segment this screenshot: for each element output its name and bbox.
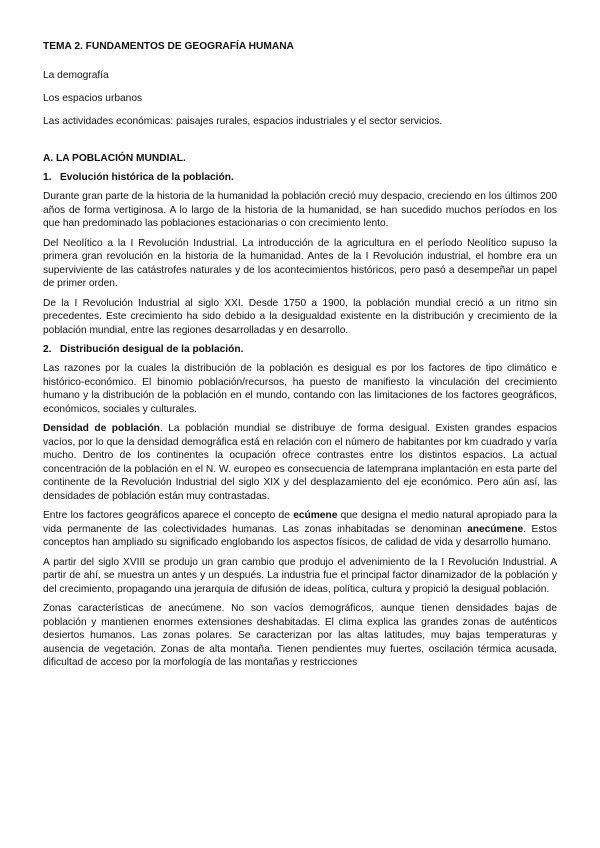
paragraph-text: que designa el medio natural apropiado para la vida permanente de las colectividades humanas. Las zonas inhabitadas se denominan — [43, 510, 557, 535]
document-title: TEMA 2. FUNDAMENTOS DE GEOGRAFÍA HUMANA — [43, 41, 294, 52]
paragraph: Zonas características de anecúmene. No son vacíos demográficos, aunque tienen densidades bajas de población y mantienen enormes extensiones deshabitadas. El clima explica las grandes zonas de auténticos desiertos humanos. Las zonas polares. Se caracterizan por las altas latitudes, muy bajas temperaturas y ausencia de vegetación. Zonas de alta montaña. Tienen pendientes muy fuertes, oscilación térmica acusada, dificultad de acceso por la morfología de las montañas y restricciones — [43, 603, 557, 668]
subsection-title — [43, 343, 557, 356]
paragraph-text: . Estos conceptos han ampliado su significado englobando los aspectos físicos, de calidad de vida y desarrollo humano. — [43, 523, 557, 548]
section-title: A. LA POBLACIÓN MUNDIAL. — [43, 153, 186, 164]
paragraph: A partir del siglo XVIII se produjo un gran cambio que produjo el advenimiento de la I Revolución Industrial. A partir de ahí, se muestra un antes y un después. La industria fue el principal factor dinamizador de la población y del crecimiento, propagando una jerarquía de difusión de ideas, política, cultura y propició la desigual población. — [43, 556, 557, 595]
bold-term: ecúmene — [293, 510, 338, 521]
subsection-number: 2. — [43, 344, 52, 355]
bold-term: anecúmene — [467, 523, 524, 535]
subsection-number: 1. — [43, 172, 52, 183]
subsection-title — [43, 171, 557, 184]
paragraph-text: Entre los factores geográficos aparece el concepto de — [43, 510, 294, 521]
topic-item: La demografía — [43, 70, 109, 81]
paragraph — [43, 422, 557, 503]
paragraph: Durante gran parte de la historia de la humanidad la población creció muy despacio, creciendo en los últimos 200 años de forma vertiginosa. A lo largo de la historia de la humanidad, se han sucedido muchos períodos en los que han predominado las poblaciones estacionarias o con crecimiento lento. — [43, 191, 557, 229]
paragraph: De la I Revolución Industrial al siglo XXI. Desde 1750 a 1900, la población mundial creció a un ritmo sin precedentes. Este crecimiento ha sido debido a la desigualdad existente en la distribución y crecimiento de la población mundial, entre las regiones desarrolladas y en desarrollo. — [43, 297, 557, 336]
paragraph: Las razones por la cuales la distribución de la población es desigual es por los factores de tipo climático e histórico-económico. El binomio población/recursos, ha puesto de manifiesto la vinculación del crecimiento humano y la distribución de la población en el mundo, contando con las limitaciones de los factores geográficos, económicos, sociales y culturales. — [43, 363, 557, 415]
document-content — [43, 40, 557, 676]
paragraph — [43, 509, 557, 550]
topic-item: Las actividades económicas: paisajes rurales, espacios industriales y el sector servicios. — [43, 116, 443, 127]
subsection-title-text: Evolución histórica de la población. — [60, 172, 234, 183]
bold-term: Densidad de población — [43, 423, 160, 434]
subsection-title-text: Distribución desigual de la población. — [60, 344, 244, 355]
topic-item: Los espacios urbanos — [43, 93, 143, 104]
paragraph: Del Neolítico a la I Revolución Industrial. La introducción de la agricultura en el período Neolítico supuso la primera gran revolución en la historia de la humanidad. Antes de la I Revolución industrial, el hombre era un superviviente de las catástrofes naturales y de los acontecimientos históricos, pero pasó a desempeñar un papel de primer orden. — [43, 237, 557, 289]
paragraph-text: . La población mundial se distribuye de forma desigual. Existen grandes espacios vacíos, por lo que la densidad demográfica está en relación con el número de habitantes por km cuadrado y varía mucho. Dentro de los continentes la ocupación ofrece contrastes entre los distintos espacios. La actual concentración de la población en el N. W. europeo es consecuencia de latemprana implantación en esta parte del continente de la Revolución Industrial del siglo XIX y del desplazamiento del eje económico. Pero aún así, las densidades de población están muy contrastadas. — [43, 423, 557, 502]
topic-list — [43, 69, 557, 128]
